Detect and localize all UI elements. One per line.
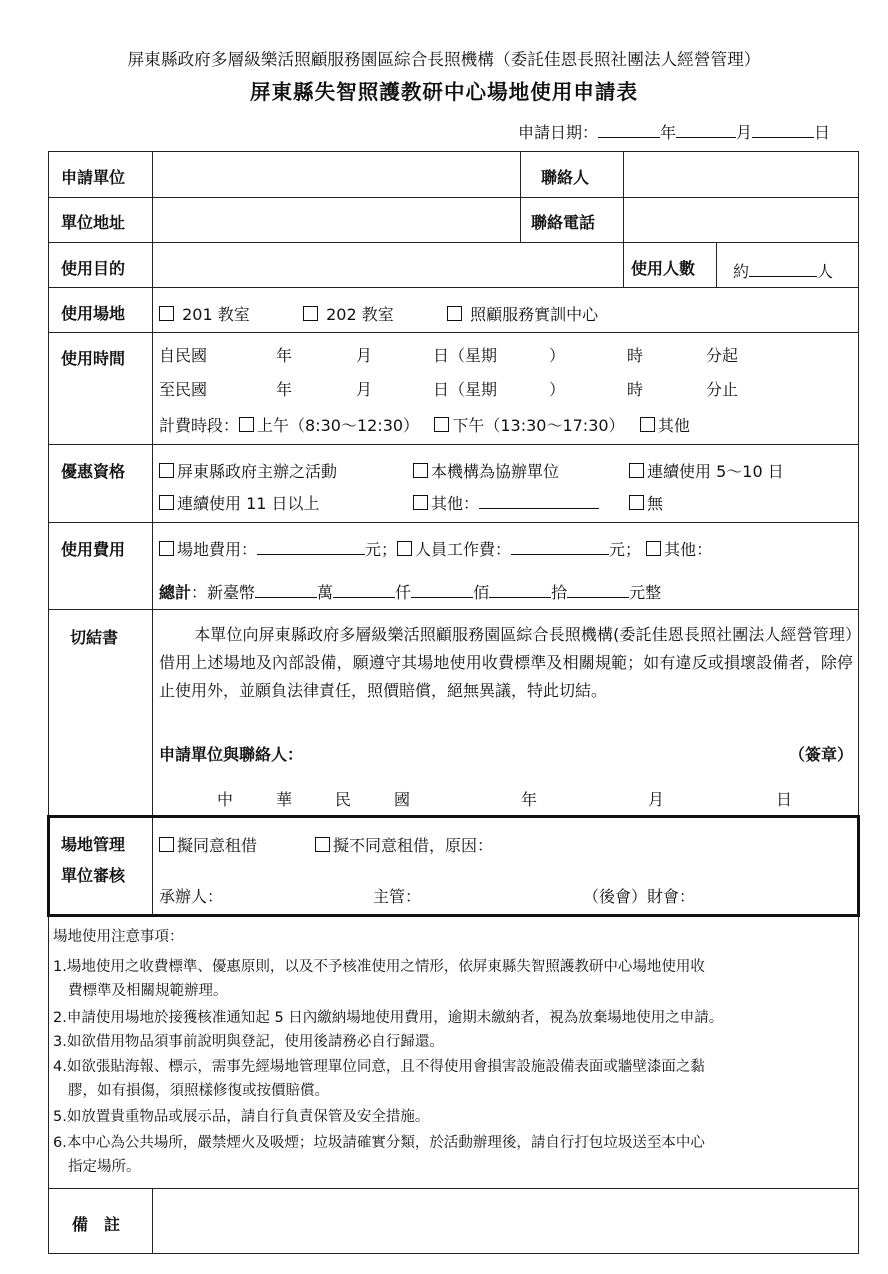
billing-period-line[interactable] xyxy=(159,413,690,436)
review-label-line2: 單位審核 xyxy=(61,866,126,885)
form-title: 屏東縣失智照護教研中心場地使用申請表 xyxy=(249,80,639,104)
list-item: 膠，如有損傷，須照樣修復或按價賠償。 xyxy=(68,1083,329,1099)
fee-items-line[interactable]: 場地費用： 元； 人員工作費： 元； 其他： xyxy=(159,537,712,560)
discount-none-option[interactable]: 無 xyxy=(629,491,663,514)
checkbox-icon xyxy=(159,306,174,321)
review-agree-option[interactable]: 擬同意租借 xyxy=(159,833,257,856)
venue-option-202[interactable]: 202 教室 xyxy=(303,302,394,325)
date-month-unit: 月 xyxy=(736,123,753,142)
date-day-field[interactable] xyxy=(752,122,814,138)
contact-person-label: 聯絡人 xyxy=(541,168,590,187)
discount-5-10-days-option[interactable]: 連續使用 5～10 日 xyxy=(629,459,784,482)
applicant-unit-label: 申請單位 xyxy=(61,168,126,187)
contact-person-field[interactable] xyxy=(624,152,858,197)
discount-other-option[interactable]: 其他： xyxy=(413,491,599,514)
date-month-field[interactable] xyxy=(676,122,736,138)
purpose-field[interactable] xyxy=(153,243,623,287)
checkbox-icon xyxy=(629,463,644,478)
checkbox-icon xyxy=(413,495,428,510)
list-item: 6.本中心為公共場所，嚴禁煙火及吸煙；垃圾請確實分類，於活動辦理後，請自行打包垃圾送至本中心 xyxy=(53,1135,705,1151)
date-year-field[interactable] xyxy=(598,122,660,138)
purpose-label: 使用目的 xyxy=(61,259,126,278)
list-item: 費標準及相關規範辦理。 xyxy=(68,983,228,999)
list-item: 指定場所。 xyxy=(68,1159,141,1175)
date-label: 申請日期： xyxy=(518,123,599,142)
billing-am-option[interactable]: 上午（8:30～12:30） xyxy=(257,416,420,435)
checkbox-icon xyxy=(159,541,174,556)
checkbox-icon xyxy=(413,463,428,478)
contact-phone-label: 聯絡電話 xyxy=(531,213,596,232)
notes-heading: 場地使用注意事項： xyxy=(53,929,184,945)
checkbox-icon xyxy=(629,495,644,510)
fee-label: 使用費用 xyxy=(61,540,126,559)
billing-pm-option[interactable]: 下午（13:30～17:30） xyxy=(452,416,625,435)
discount-11-days-option[interactable]: 連續使用 11 日以上 xyxy=(159,491,320,514)
checkbox-icon xyxy=(159,837,174,852)
organization-header: 屏東縣政府多層級樂活照顧服務園區綜合長照機構（委託佳恩長照社團法人經營管理） xyxy=(127,50,761,69)
discount-gov-option[interactable]: 屏東縣政府主辦之活動 xyxy=(159,459,337,482)
list-item: 4.如欲張貼海報、標示，需事先經場地管理單位同意，且不得使用會損害設施設備表面或牆壁漆面之黏 xyxy=(53,1059,705,1075)
seal-label: （簽章） xyxy=(789,745,854,764)
checkbox-icon xyxy=(315,837,330,852)
checkbox-icon xyxy=(447,306,462,321)
checkbox-icon xyxy=(434,417,449,432)
date-year-unit: 年 xyxy=(660,123,677,142)
time-label: 使用時間 xyxy=(61,349,126,368)
remarks-field[interactable] xyxy=(153,1189,858,1253)
checkbox-icon xyxy=(159,495,174,510)
venue-option-training-center[interactable]: 照顧服務實訓中心 xyxy=(447,302,598,325)
pledge-label: 切結書 xyxy=(70,628,119,647)
list-item: 2.申請使用場地於接獲核准通知起 5 日內繳納場地使用費用，逾期未繳納者，視為放棄場地使用之申請。 xyxy=(53,1010,724,1026)
review-disagree-option[interactable]: 擬不同意租借，原因： xyxy=(315,833,493,856)
fee-total-line[interactable]: 總計：新臺幣 萬 仟 佰 拾 元整 xyxy=(159,583,662,602)
review-label-line1: 場地管理 xyxy=(61,835,126,854)
discount-label: 優惠資格 xyxy=(61,462,126,481)
pledge-text: 本單位向屏東縣政府多層級樂活照顧服務園區綜合長照機構(委託佳恩長照社團法人經營管理）借用上述場地及內部設備，願遵守其場地使用收費標準及相關規範；如有違反或損壞設備者，除停止使用外，並願負法律責任，照價賠償，絕無異議，特此切結。 xyxy=(159,625,853,700)
application-date xyxy=(518,120,830,143)
checkbox-icon xyxy=(640,417,655,432)
billing-other-option[interactable]: 其他 xyxy=(657,416,690,435)
accounting-signature[interactable]: （後會）財會： xyxy=(583,887,696,906)
checkbox-icon xyxy=(303,306,318,321)
unit-address-label: 單位地址 xyxy=(61,213,126,232)
checkbox-icon xyxy=(159,463,174,478)
list-item: 5.如放置貴重物品或展示品，請自行負責保管及安全措施。 xyxy=(53,1109,430,1125)
applicant-unit-field[interactable] xyxy=(153,152,520,197)
checkbox-icon xyxy=(239,417,254,432)
billing-label: 計費時段： xyxy=(159,416,240,435)
handler-signature[interactable]: 承辦人： xyxy=(159,887,224,906)
checkbox-icon xyxy=(646,541,661,556)
checkbox-icon xyxy=(397,541,412,556)
discount-co-organizer-option[interactable]: 本機構為協辦單位 xyxy=(413,459,559,482)
date-day-unit: 日 xyxy=(814,123,831,142)
list-item: 3.如欲借用物品須事前說明與登記，使用後請務必自行歸還。 xyxy=(53,1034,444,1050)
headcount-label: 使用人數 xyxy=(631,259,696,278)
signer-label: 申請單位與聯絡人： xyxy=(159,745,304,764)
remarks-label: 備 註 xyxy=(72,1215,121,1234)
venue-label: 使用場地 xyxy=(61,304,126,323)
list-item: 1.場地使用之收費標準、優惠原則，以及不予核准使用之情形，依屏東縣失智照護教研中心場地使用收 xyxy=(53,959,705,975)
supervisor-signature[interactable]: 主管： xyxy=(373,887,422,906)
headcount-field[interactable]: 約 人 xyxy=(733,262,834,281)
contact-phone-field[interactable] xyxy=(624,198,858,242)
unit-address-field[interactable] xyxy=(153,198,520,242)
venue-option-201[interactable]: 201 教室 xyxy=(159,302,250,325)
